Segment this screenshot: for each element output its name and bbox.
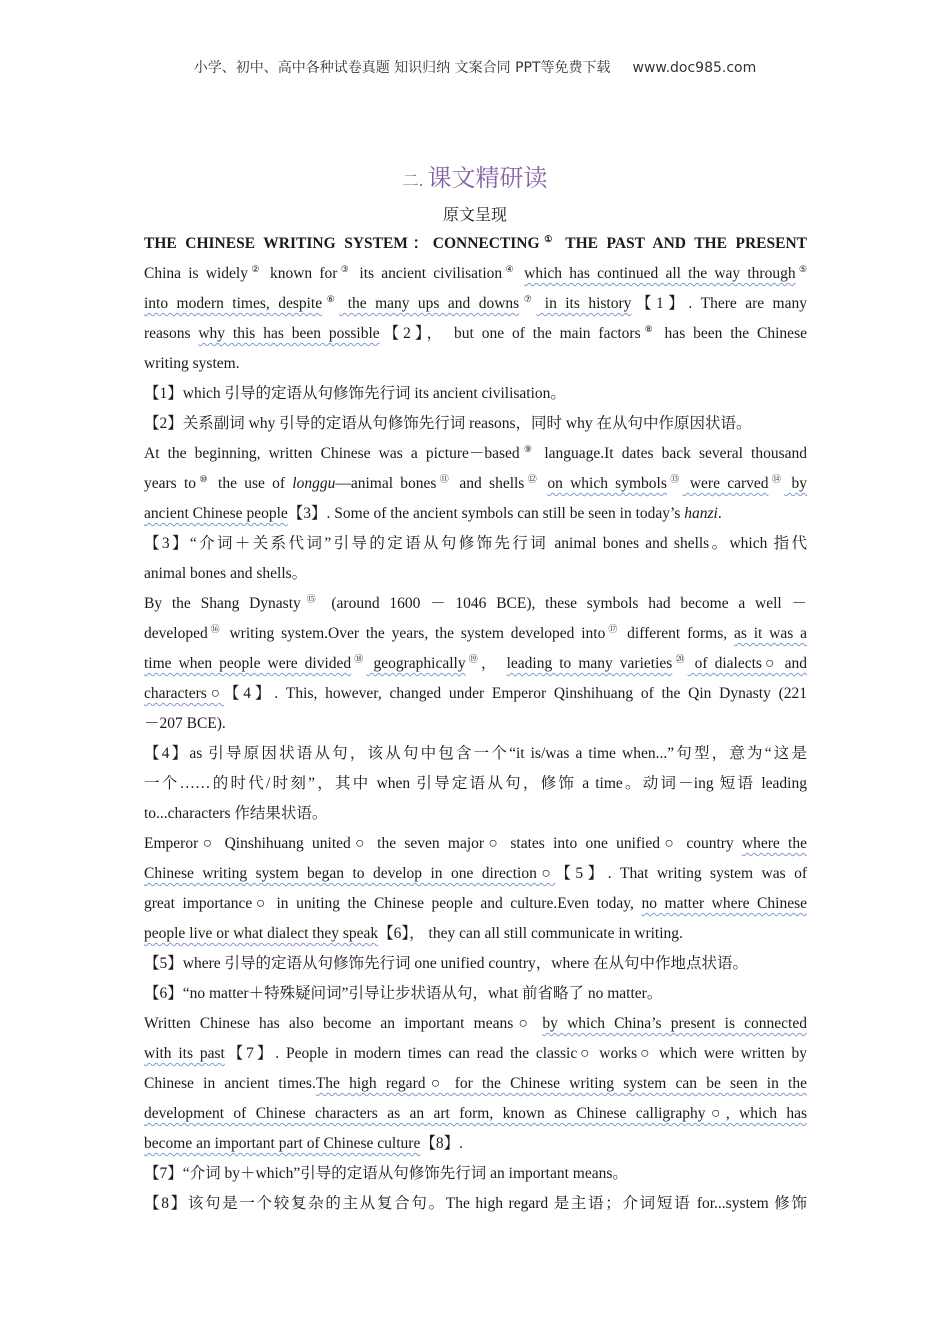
text-segment: 【1】which 引导的定语从句修饰先行词 its ancient civilisation。: [144, 385, 566, 402]
text-segment: 【2】， but one of the main factors: [379, 325, 641, 342]
text-line: [144, 889, 807, 919]
footnote-marker: ⑱: [351, 653, 367, 664]
text-line: [144, 679, 807, 709]
text-segment: Written Chinese has also become an important means○: [144, 1015, 543, 1032]
text-line: [144, 439, 807, 469]
underlined-clause: of dialects○ and: [687, 655, 807, 672]
underlined-clause: by: [784, 475, 807, 492]
text-segment: Emperor○ Qinshihuang united○ the seven major○ states into one unified○ country: [144, 835, 742, 852]
text-segment: 【5】. That writing system was of: [555, 865, 807, 882]
text-segment: language.It dates back several thousand: [536, 445, 807, 462]
text-line: [144, 1189, 807, 1219]
underlined-clause: leading to many varieties: [506, 655, 673, 672]
underlined-clause: where the: [741, 835, 807, 852]
footnote-marker: ⑮: [300, 593, 322, 604]
text-segment: has been the Chinese: [656, 325, 807, 342]
underlined-clause: The high regard○ for the Chinese writing system can be seen in the: [315, 1075, 807, 1092]
text-line: [144, 589, 807, 619]
text-segment: By the Shang Dynasty: [144, 595, 301, 612]
text-line: [144, 319, 807, 349]
text-segment: 【7】. People in modern times can read the classic○ works○ which were written by: [224, 1045, 807, 1062]
text-line: [144, 559, 807, 589]
text-line: [144, 1069, 807, 1099]
text-line: [144, 1099, 807, 1129]
text-segment: 【5】where 引导的定语从句修饰先行词 one unified country，where 在从句中作地点状语。: [144, 955, 748, 972]
text-segment: writing system.Over the years, the system developed into: [222, 625, 606, 642]
footnote-marker: ⑩: [196, 473, 211, 484]
text-segment: 【6】， they can all still communicate in writing.: [378, 925, 683, 942]
underlined-clause: on which symbols: [547, 475, 667, 492]
text-segment: to...characters 作结果状语。: [144, 805, 328, 822]
text-line: [144, 289, 807, 319]
text-segment: 【8】该句是一个较复杂的主从复合句。The high regard 是主语；介词短语 for...system 修饰: [144, 1195, 807, 1212]
text-line: [144, 1159, 807, 1189]
text-line: [144, 739, 807, 769]
footnote-marker: ⑭: [768, 473, 785, 484]
text-segment: THE CHINESE WRITING SYSTEM：CONNECTING: [144, 235, 540, 252]
section-title: [0, 158, 950, 193]
page-header: [0, 57, 950, 77]
footnote-marker: ⑨: [519, 443, 537, 454]
text-segment: －207 BCE).: [144, 715, 226, 732]
underlined-clause: as it was a: [733, 625, 807, 642]
underlined-clause: which has continued all the way through: [524, 265, 796, 282]
text-segment: 【3】“介词＋关系代词”引导的定语从句修饰先行词 animal bones and shells。which 指代: [144, 535, 807, 552]
italic-term: hanzi: [684, 505, 718, 522]
text-segment: 【7】“介词 by＋which”引导的定语从句修饰先行词 an important means。: [144, 1165, 628, 1182]
section-title-text: 课文精研读: [427, 164, 548, 192]
text-segment: 【6】“no matter＋特殊疑问词”引导让步状语从句，what 前省略了 no matter。: [144, 985, 663, 1002]
text-segment: —animal bones: [335, 475, 437, 492]
text-segment: Chinese in ancient times.: [144, 1075, 316, 1092]
subtitle: 原文呈现: [442, 207, 507, 224]
underlined-clause: people live or what dialect they speak: [144, 925, 379, 942]
footnote-marker: ⑳: [672, 653, 688, 664]
underlined-clause: development of Chinese characters as an art form, known as Chinese calligraphy○, which has: [144, 1105, 807, 1122]
underlined-clause: by which China’s present is connected: [542, 1015, 807, 1032]
text-line: [144, 499, 807, 529]
text-line: [144, 829, 807, 859]
text-line: [144, 769, 807, 799]
text-line: [144, 379, 807, 409]
text-segment: reasons: [144, 325, 199, 342]
text-line: [144, 979, 807, 1009]
text-segment: 一个……的时代/时刻”，其中 when 引导定语从句，修饰 a time。动词－ing 短语 leading: [144, 775, 807, 792]
underlined-clause: geographically: [366, 655, 466, 672]
footnote-marker: ②: [247, 263, 263, 274]
section-number: 二.: [402, 171, 424, 190]
footnote-marker: ⑫: [524, 473, 541, 484]
text-segment: and shells: [452, 475, 525, 492]
text-line: [144, 619, 807, 649]
text-segment: At the beginning, written Chinese was a picture－based: [144, 445, 520, 462]
text-segment: THE PAST AND THE PRESENT: [556, 235, 807, 252]
text-segment: China is widely: [144, 265, 248, 282]
footnote-marker: ③: [337, 263, 353, 274]
text-segment: ，: [480, 655, 507, 672]
text-segment: animal bones and shells。: [144, 565, 308, 582]
text-segment: years to: [144, 475, 196, 492]
underlined-clause: Chinese writing system began to develop in one direction○: [144, 865, 556, 882]
footnote-marker: ⑦: [519, 293, 537, 304]
text-segment: 【3】. Some of the ancient symbols can still be seen in today’s: [287, 505, 685, 522]
footnote-marker: ①: [539, 233, 557, 244]
underlined-clause: characters○: [144, 685, 224, 702]
footnote-marker: ⑯: [207, 623, 223, 634]
underlined-clause: in its history: [536, 295, 632, 312]
text-segment: its ancient civilisation: [352, 265, 503, 282]
text-segment: 【4】as 引导原因状语从句，该从句中包含一个“it is/was a time when...”句型，意为“这是: [144, 745, 807, 762]
text-segment: writing system.: [144, 355, 240, 372]
footnote-marker: ⑬: [666, 473, 683, 484]
text-segment: .: [717, 505, 722, 522]
underlined-clause: ancient Chinese people: [144, 505, 288, 522]
text-segment: great importance○ in uniting the Chinese people and culture.Even today,: [144, 895, 642, 912]
text-line: [144, 709, 807, 739]
footnote-marker: ⑰: [605, 623, 621, 634]
footnote-marker: ⑪: [436, 473, 453, 484]
footnote-marker: ④: [502, 263, 517, 274]
footnote-marker: ⑧: [640, 323, 657, 334]
footnote-marker: ⑲: [465, 653, 481, 664]
text-line: [144, 349, 807, 379]
text-line: [144, 1009, 807, 1039]
text-segment: (around 1600 － 1046 BCE), these symbols had become a well －: [321, 595, 807, 612]
underlined-clause: why this has been possible: [198, 325, 380, 342]
text-line: [144, 799, 807, 829]
article-title: [144, 229, 807, 259]
header-url[interactable]: www.doc985.com: [632, 60, 757, 76]
text-segment: the use of: [210, 475, 293, 492]
header-text: 小学、初中、高中各种试卷真题 知识归纳 文案合同 PPT等免费下载: [193, 60, 611, 76]
underlined-clause: time when people were divided: [144, 655, 352, 672]
underlined-clause: become an important part of Chinese culture: [144, 1135, 421, 1152]
italic-term: longgu: [292, 475, 336, 492]
text-segment: known for: [262, 265, 338, 282]
footnote-marker: ⑤: [795, 263, 807, 274]
text-line: [144, 259, 807, 289]
article-body: [144, 229, 807, 1219]
text-line: [144, 859, 807, 889]
text-segment: 【2】关系副词 why 引导的定语从句修饰先行词 reasons，同时 why 在从句中作原因状语。: [144, 415, 752, 432]
text-line: [144, 919, 807, 949]
underlined-clause: into modern times, despite: [144, 295, 323, 312]
text-line: [144, 529, 807, 559]
text-segment: different forms,: [620, 625, 734, 642]
underlined-clause: the many ups and downs: [339, 295, 520, 312]
text-line: [144, 1129, 807, 1159]
underlined-clause: no matter where Chinese: [641, 895, 807, 912]
text-line: [144, 649, 807, 679]
text-segment: 【4】. This, however, changed under Emperor Qinshihuang of the Qin Dynasty (221: [223, 685, 807, 702]
text-line: [144, 949, 807, 979]
footnote-marker: ⑥: [322, 293, 340, 304]
underlined-clause: were carved: [682, 475, 769, 492]
text-line: [144, 1039, 807, 1069]
underlined-clause: with its past: [144, 1045, 225, 1062]
text-segment: developed: [144, 625, 208, 642]
text-line: [144, 409, 807, 439]
text-segment: 【1】. There are many: [631, 295, 807, 312]
text-line: [144, 469, 807, 499]
text-segment: 【8】.: [420, 1135, 463, 1152]
